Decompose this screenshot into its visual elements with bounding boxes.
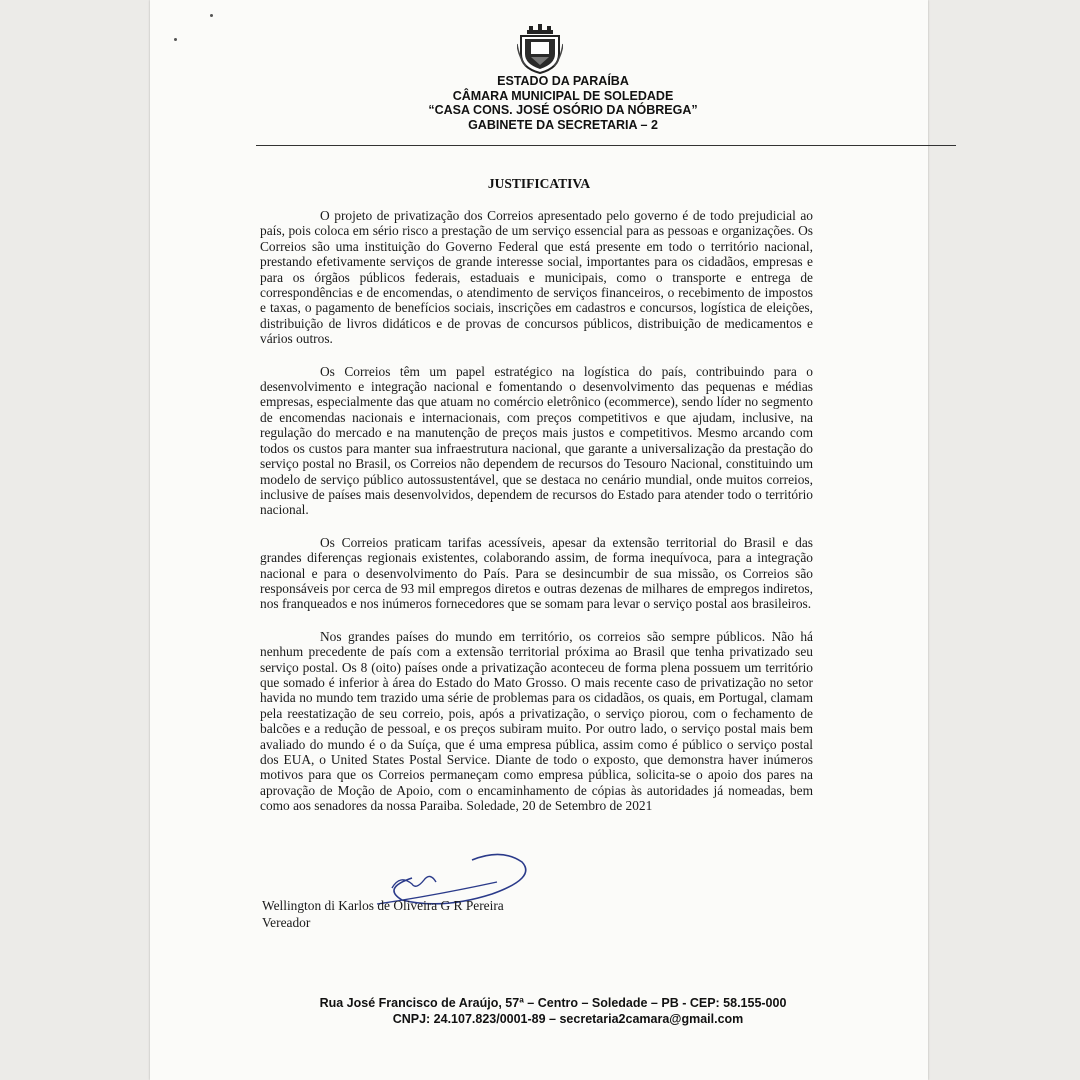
signatory-name: Wellington di Karlos de Oliveira G R Pereira <box>262 898 504 913</box>
scan-speck <box>174 38 177 41</box>
document-page <box>150 0 928 1080</box>
letterhead-chamber: CÂMARA MUNICIPAL DE SOLEDADE <box>452 88 674 103</box>
header-divider <box>256 145 956 146</box>
signatory-role: Vereador <box>262 915 311 930</box>
footer-address: Rua José Francisco de Araújo, 57ª – Centro – Soledade – PB - CEP: 58.155-000 <box>319 996 787 1010</box>
paragraph-3: Os Correios praticam tarifas acessíveis, apesar da extensão territorial do Brasil e das grandes diferenças regionais existentes, colaborando assim, de forma inequívoca, para a integração nacional e para o desenvolvimento do País. Para se desincumbir de sua missão, os Correios são responsáveis por cerca de 93 mil empregos diretos e outras dezenas de milhares de empregos indiretos, nos franqueados e nos inúmeros fornecedores que se somam para levar o serviço postal aos brasileiros. <box>260 534 813 612</box>
footer-contact: CNPJ: 24.107.823/0001-89 – secretaria2camara@gmail.com <box>392 1011 744 1026</box>
coat-of-arms-icon <box>517 24 563 74</box>
signature-block <box>262 897 504 931</box>
letter-footer <box>150 996 928 1027</box>
paragraph-2: Os Correios têm um papel estratégico na logística do país, contribuindo para o desenvolvimento e integração nacional e fomentando o desenvolvimento das pequenas e médias empresas, especialmente das que atuam no comércio eletrônico (ecommerce), sendo líder no segmento de encomendas nacionais e internacionais, com preços competitivos e que ajudam, inclusive, na regulação do mercado e na manutenção de preços mais justos e competitivos. Mesmo arcando com todos os custos para manter sua infraestrutura nacional, que garante a universalização da prestação do serviço postal no Brasil, os Correios não dependem de recursos do Tesouro Nacional, constituindo um modelo de serviço público autossustentável, que se destaca no cenário mundial, onde muitos correios, inclusive de países mais desenvolvidos, dependem de recursos do Estado para atender todo o território nacional. <box>260 363 813 518</box>
letterhead-state: ESTADO DA PARAÍBA <box>497 74 629 88</box>
paragraph-4: Nos grandes países do mundo em território, os correios são sempre públicos. Não há nenhum precedente de país com a extensão territorial próxima ao Brasil que tenha privatizado seu serviço postal. Os 8 (oito) países onde a privatização aconteceu de forma plena possuem um território que somado é inferior à área do Estado do Mato Grosso. O mais recente caso de privatização no setor havida no mundo tem trazido uma série de problemas para os cidadãos, os quais, em Portugal, clamam pela reestatização de seu correio, pois, após a privatização, o serviço piorou, com o fechamento de balcões e a redução de pessoal, e os preços subiram muito. Por outro lado, o serviço postal mais bem avaliado do mundo é o da Suíça, que é uma empresa pública, assim como é público o serviço postal dos EUA, o United States Postal Service. Diante de todo o exposto, que demonstra haver inúmeros motivos para que os Correios permaneçam como empresa pública, solicita-se o apoio dos pares na aprovação de Moção de Apoio, com o encaminhamento de cópias às autoridades já nomeadas, bem como aos senadores da nossa Paraiba. Soledade, 20 de Setembro de 2021 <box>260 628 813 814</box>
letterhead <box>150 74 928 132</box>
letterhead-house: “CASA CONS. JOSÉ OSÓRIO DA NÓBREGA” <box>428 103 698 117</box>
document-title: JUSTIFICATIVA <box>487 176 591 191</box>
letterhead-office: GABINETE DA SECRETARIA – 2 <box>468 117 658 132</box>
paragraph-1: O projeto de privatização dos Correios apresentado pelo governo é de todo prejudicial ao país, pois coloca em sério risco a prestação de um serviço essencial para as pessoas e organizações. Os Correios são uma instituição do Governo Federal que está presente em todo o território nacional, prestando efetivamente serviços de grande interesse social, importantes para os cidadãos, empresas e para os órgãos públicos federais, estaduais e municipais, como o transporte e entrega de correspondências e de encomendas, o atendimento de serviços financeiros, o recebimento de impostos e taxas, o pagamento de benefícios sociais, inscrições em cadastros e concursos, logística de eleições, distribuição de livros didáticos e de provas de concursos públicos, distribuição de medicamentos e vários outros. <box>260 208 813 347</box>
scan-speck <box>210 14 213 17</box>
document-body <box>260 208 813 831</box>
